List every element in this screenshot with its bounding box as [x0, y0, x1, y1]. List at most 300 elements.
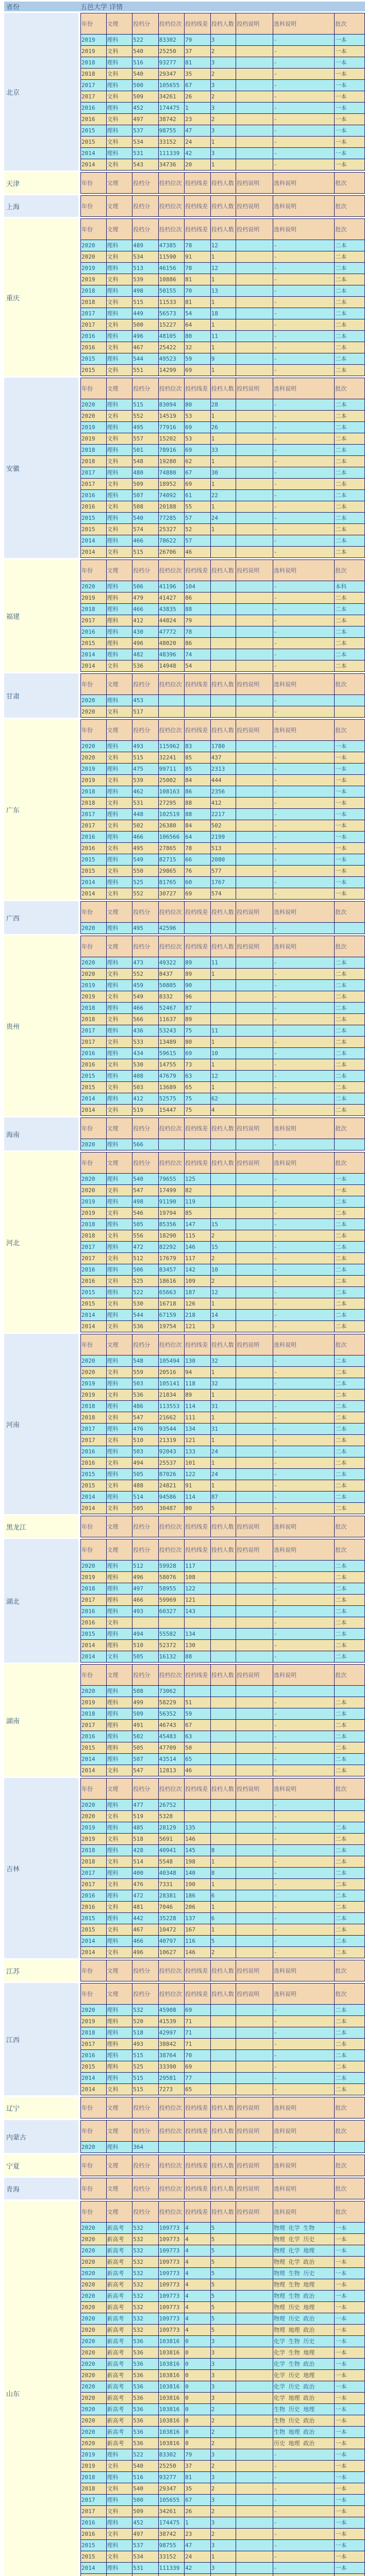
table-cell [210, 1800, 236, 1811]
table-cell: 新高考 [106, 2347, 132, 2359]
column-header: 投档人数 [210, 1153, 236, 1174]
table-cell: 10627 [158, 1947, 185, 1958]
table-cell: 53243 [158, 1025, 185, 1037]
table-cell: 1 [210, 1435, 236, 1446]
table-cell [236, 1367, 273, 1378]
table-cell: - [273, 1367, 335, 1378]
table-cell: 476 [132, 1879, 159, 1890]
table-cell: 一本 [335, 2529, 365, 2540]
table-cell: 65 [185, 1082, 211, 1093]
table-cell: 文科 [106, 2483, 132, 2495]
province-name: 天津 [4, 172, 78, 194]
table-cell: 理科 [106, 1708, 132, 1720]
table-cell: 518 [132, 1834, 159, 1845]
table-cell: 历史 地理 政治 [273, 2438, 335, 2449]
table-cell: 理科 [106, 809, 132, 820]
table-cell: 文科 [106, 297, 132, 308]
table-cell: 37 [185, 2461, 211, 2472]
table-cell: 理科 [106, 1264, 132, 1276]
table-cell: 130 [185, 1640, 211, 1651]
table-cell [210, 1754, 236, 1765]
column-header: 选科说明 [273, 1665, 335, 1686]
table-cell: 2019 [81, 1822, 107, 1834]
table-cell: 517 [132, 706, 159, 718]
table-cell: 2015 [81, 1469, 107, 1480]
table-cell: 二本 [335, 1458, 365, 1469]
table-cell [236, 2563, 273, 2574]
table-row [81, 638, 365, 649]
table-cell: 一本 [335, 775, 365, 786]
table-cell: - [273, 69, 335, 80]
table-cell: 一本 [335, 2381, 365, 2393]
table-cell: 30487 [158, 1503, 185, 1514]
score-table [80, 1117, 365, 1150]
table-cell: - [273, 1800, 335, 1811]
table-row [81, 1572, 365, 1583]
table-cell: 566 [132, 1139, 159, 1150]
table-row [81, 1651, 365, 1663]
table-cell: 一本 [335, 866, 365, 877]
table-cell: 理科 [106, 2540, 132, 2551]
table-cell: 2016 [81, 1617, 107, 1629]
table-cell: 71 [185, 2039, 211, 2050]
table-row [81, 2359, 365, 2370]
table-cell: 85 [185, 752, 211, 764]
table-cell: 理科 [106, 308, 132, 319]
province-name: 河南 [4, 1334, 78, 1514]
table-cell: 文科 [106, 159, 132, 171]
table-cell: 494 [132, 1458, 159, 1469]
column-header: 投档分 [132, 2155, 159, 2176]
table-cell: 理科 [106, 1423, 132, 1435]
column-header: 年份 [81, 1153, 107, 1174]
column-header: 文理 [106, 902, 132, 923]
table-cell [236, 1583, 273, 1595]
column-header: 投档线差 [185, 2155, 211, 2176]
table-cell: 519 [132, 1811, 159, 1822]
table-cell: 2018 [81, 2472, 107, 2483]
column-header: 投档说明 [236, 2155, 273, 2176]
table-cell [236, 957, 273, 969]
table-row [81, 547, 365, 558]
table-cell: - [273, 2461, 335, 2472]
table-cell [236, 263, 273, 274]
table-cell [236, 1423, 273, 1435]
table-cell: 546 [132, 1208, 159, 1219]
province-name: 吉林 [4, 1778, 78, 1958]
table-cell: 98755 [158, 2540, 185, 2551]
table-cell: 1 [210, 1924, 236, 1936]
table-cell: 4 [185, 2291, 211, 2302]
column-header: 投档人数 [210, 1984, 236, 2005]
column-header: 投档说明 [236, 1960, 273, 1981]
table-cell: 472 [132, 1890, 159, 1902]
table-cell: 114 [185, 1492, 211, 1503]
table-cell: 86 [185, 592, 211, 604]
table-cell: - [273, 660, 335, 672]
column-header: 选科说明 [273, 1960, 335, 1981]
table-cell: 552 [132, 411, 159, 422]
table-cell: 103816 [158, 2370, 185, 2381]
table-cell: 2 [210, 46, 236, 57]
table-cell [210, 2142, 236, 2153]
table-row [81, 2234, 365, 2245]
table-cell: 74 [185, 649, 211, 660]
province-detail [78, 1516, 365, 1537]
table-row [81, 365, 365, 376]
table-cell [236, 969, 273, 980]
table-cell: 理科 [106, 1697, 132, 1708]
table-cell: 新高考 [106, 2370, 132, 2381]
table-cell: 2015 [81, 1629, 107, 1640]
column-header: 批次 [335, 674, 365, 695]
table-cell: 一本 [335, 2347, 365, 2359]
table-row [81, 2427, 365, 2438]
table-cell: 一本 [335, 798, 365, 809]
table-cell: - [273, 832, 335, 843]
table-cell: 1 [210, 159, 236, 171]
score-table [80, 1152, 365, 1332]
column-header: 投档人数 [210, 720, 236, 741]
table-cell: - [273, 1868, 335, 1879]
column-header: 投档说明 [236, 2178, 273, 2199]
table-row [81, 80, 365, 91]
table-row [81, 1947, 365, 1958]
table-row [81, 2050, 365, 2061]
table-cell: 一本 [335, 2359, 365, 2370]
table-cell [236, 2234, 273, 2245]
table-cell: 11 [210, 331, 236, 342]
table-cell: 510 [132, 1640, 159, 1651]
table-cell: 文科 [106, 1834, 132, 1845]
table-row [81, 2551, 365, 2563]
table-cell: 2019 [81, 775, 107, 786]
table-cell: 2016 [81, 1731, 107, 1742]
table-cell: 94586 [158, 1492, 185, 1503]
table-cell: 548 [132, 456, 159, 467]
table-cell: 2016 [81, 2517, 107, 2529]
table-cell: 2020 [81, 2404, 107, 2415]
table-cell: 新高考 [106, 2359, 132, 2370]
table-cell: - [273, 1936, 335, 1947]
table-cell: 48020 [158, 638, 185, 649]
table-cell: - [273, 2449, 335, 2461]
table-cell: 新高考 [106, 2279, 132, 2291]
table-row [81, 2313, 365, 2325]
table-cell: 52372 [158, 1640, 185, 1651]
table-cell: 二本 [335, 1071, 365, 1082]
table-cell: 2014 [81, 535, 107, 547]
table-cell: 40348 [158, 1868, 185, 1879]
table-cell: 80 [185, 1503, 211, 1514]
table-cell: 二本 [335, 626, 365, 638]
table-cell: 479 [132, 592, 159, 604]
table-cell: 二本 [335, 1492, 365, 1503]
table-cell: 文科 [106, 274, 132, 285]
table-cell: 2014 [81, 1754, 107, 1765]
table-cell: 1 [210, 456, 236, 467]
table-cell [236, 1105, 273, 1116]
column-header: 投档人数 [210, 2201, 236, 2223]
table-cell [236, 103, 273, 114]
table-cell: 一本 [335, 2449, 365, 2461]
table-cell: - [273, 706, 335, 718]
table-cell: 二本 [335, 411, 365, 422]
table-cell: 533 [132, 1037, 159, 1048]
column-header: 投档分 [132, 674, 159, 695]
table-cell: 31 [210, 1401, 236, 1412]
table-row [81, 1208, 365, 1219]
table-cell [236, 1936, 273, 1947]
table-row [81, 2223, 365, 2234]
table-cell: 二本 [335, 1048, 365, 1059]
table-cell: 62 [185, 456, 211, 467]
table-cell [158, 1139, 185, 1150]
table-row [81, 1595, 365, 1606]
column-header: 文理 [106, 2097, 132, 2119]
table-cell: 2014 [81, 2563, 107, 2574]
table-cell: - [273, 1139, 335, 1150]
table-cell: 文科 [106, 365, 132, 376]
table-cell [236, 1059, 273, 1071]
table-cell: 525 [132, 1276, 159, 1287]
column-header: 投档线差 [185, 1960, 211, 1981]
table-cell: 0 [185, 2370, 211, 2381]
table-row [81, 2325, 365, 2336]
table-cell: 103816 [158, 2381, 185, 2393]
column-header: 投档说明 [236, 2201, 273, 2223]
table-cell: 103816 [158, 2427, 185, 2438]
column-header: 文理 [106, 173, 132, 194]
score-table [80, 1539, 365, 1663]
table-cell [236, 1048, 273, 1059]
column-header: 投档位次 [158, 2201, 185, 2223]
table-cell [236, 1014, 273, 1025]
table-cell: 80 [185, 399, 211, 411]
table-cell: 34261 [158, 91, 185, 103]
table-cell [236, 2495, 273, 2506]
table-row [81, 1503, 365, 1514]
table-row [81, 1014, 365, 1025]
table-cell: 新高考 [106, 2325, 132, 2336]
province-block [4, 172, 365, 194]
table-cell [236, 1446, 273, 1458]
table-cell [236, 2472, 273, 2483]
table-cell: - [273, 786, 335, 798]
table-cell: 466 [132, 1595, 159, 1606]
table-cell: 30727 [158, 888, 185, 900]
table-cell: 2016 [81, 1276, 107, 1287]
table-cell: 2217 [210, 809, 236, 820]
table-cell [236, 399, 273, 411]
table-row [81, 1765, 365, 1776]
table-cell: 1 [210, 342, 236, 353]
table-cell [210, 1583, 236, 1595]
column-header: 选科说明 [273, 1153, 335, 1174]
table-cell: 二本 [335, 1629, 365, 1640]
table-cell: 3 [210, 2359, 236, 2370]
column-header: 投档人数 [210, 902, 236, 923]
table-cell [236, 159, 273, 171]
table-cell: 2020 [81, 741, 107, 752]
table-cell: 文科 [106, 1105, 132, 1116]
table-cell: 2017 [81, 2506, 107, 2517]
column-header: 投档线差 [185, 2178, 211, 2199]
table-cell: 1 [210, 1059, 236, 1071]
table-cell: 78 [185, 843, 211, 854]
table-cell: 4 [185, 2325, 211, 2336]
table-cell: 480 [132, 467, 159, 479]
table-cell: 48105 [158, 331, 185, 342]
table-cell: 10886 [158, 274, 185, 285]
table-cell: 0 [185, 2381, 211, 2393]
table-cell: 理科 [106, 2495, 132, 2506]
table-cell [236, 2461, 273, 2472]
table-cell: 566 [132, 1014, 159, 1025]
table-cell: 73 [185, 1059, 211, 1071]
table-cell: 32 [210, 1378, 236, 1389]
table-cell: 520 [132, 2016, 159, 2027]
column-header: 投档人数 [210, 2155, 236, 2176]
table-cell: 1 [210, 251, 236, 263]
table-cell [81, 2574, 107, 2576]
table-cell: 理科 [106, 786, 132, 798]
table-cell: - [273, 615, 335, 626]
column-header: 文理 [106, 378, 132, 399]
table-cell: 2020 [81, 923, 107, 934]
table-cell [236, 251, 273, 263]
column-header: 文理 [106, 674, 132, 695]
table-cell: 1 [210, 1480, 236, 1492]
table-cell: 2014 [81, 1651, 107, 1663]
table-cell: 理科 [106, 1583, 132, 1595]
table-row [81, 1401, 365, 1412]
table-cell [236, 1856, 273, 1868]
table-row [81, 1174, 365, 1185]
table-cell: 理科 [106, 1071, 132, 1082]
table-cell: 理科 [106, 353, 132, 365]
table-row [81, 524, 365, 535]
table-cell: 0 [185, 2438, 211, 2449]
table-cell [236, 775, 273, 786]
table-cell: 理科 [106, 1800, 132, 1811]
table-cell: 2015 [81, 137, 107, 148]
table-cell: 新高考 [106, 2381, 132, 2393]
table-cell: 2018 [81, 1230, 107, 1242]
table-cell [236, 1264, 273, 1276]
table-cell: - [273, 103, 335, 114]
column-header: 选科说明 [273, 2097, 335, 2119]
table-cell [236, 501, 273, 513]
table-cell [236, 1742, 273, 1754]
column-header: 批次 [335, 1960, 365, 1981]
province-name: 广东 [4, 719, 78, 900]
table-cell: 3 [210, 2370, 236, 2381]
table-cell: 文科 [106, 1458, 132, 1469]
column-header: 投档人数 [210, 1516, 236, 1537]
table-cell: 14 [210, 1310, 236, 1321]
table-cell: 452 [132, 103, 159, 114]
table-cell: 500 [132, 319, 159, 331]
table-cell: 一本 [335, 2268, 365, 2279]
column-header: 年份 [81, 1984, 107, 2005]
column-header: 选科说明 [273, 378, 335, 399]
table-cell: 一本 [335, 809, 365, 820]
column-header: 投档位次 [158, 1960, 185, 1981]
table-cell: 二本 [335, 1708, 365, 1720]
table-cell [236, 695, 273, 706]
table-cell: 2014 [81, 649, 107, 660]
column-header: 年份 [81, 1960, 107, 1981]
table-cell [236, 308, 273, 319]
column-header: 投档人数 [210, 1960, 236, 1981]
table-cell: 536 [132, 1389, 159, 1401]
table-cell: 2014 [81, 1093, 107, 1105]
table-cell [236, 1310, 273, 1321]
table-cell: 109773 [158, 2325, 185, 2336]
table-cell: - [273, 626, 335, 638]
table-cell: - [273, 1651, 335, 1663]
table-row [81, 660, 365, 672]
table-cell [106, 2574, 132, 2576]
table-cell: 117 [185, 1253, 211, 1264]
table-cell: 新高考 [106, 2313, 132, 2325]
table-row [81, 535, 365, 547]
table-cell: 2019 [81, 1378, 107, 1389]
column-header: 文理 [106, 1539, 132, 1561]
table-cell: - [273, 319, 335, 331]
table-cell [236, 1811, 273, 1822]
table-cell: - [273, 308, 335, 319]
table-cell: - [273, 1731, 335, 1742]
province-block [4, 936, 365, 1116]
table-cell: 理科 [106, 1913, 132, 1924]
table-cell [236, 1037, 273, 1048]
table-row [81, 1139, 365, 1150]
column-header: 投档位次 [158, 1778, 185, 1800]
column-header: 投档说明 [236, 1665, 273, 1686]
table-cell: 509 [132, 2506, 159, 2517]
province-detail [78, 1664, 365, 1776]
table-cell: 2019 [81, 592, 107, 604]
column-header: 选科说明 [273, 560, 335, 581]
table-cell: - [273, 1059, 335, 1071]
table-row [81, 148, 365, 159]
table-cell: 66 [185, 854, 211, 866]
province-column-header: 省份 [4, 2, 78, 11]
table-cell: 52575 [158, 1093, 185, 1105]
table-cell: - [273, 159, 335, 171]
table-row [81, 866, 365, 877]
table-cell [236, 638, 273, 649]
column-header: 批次 [335, 936, 365, 957]
table-cell: 文科 [106, 479, 132, 490]
table-cell: 二本 [335, 980, 365, 991]
table-cell: 111 [185, 1412, 211, 1423]
table-cell: 106566 [158, 832, 185, 843]
table-cell: 24 [185, 2551, 211, 2563]
table-cell [185, 1811, 211, 1822]
table-cell: - [273, 843, 335, 854]
table-cell: 文科 [106, 456, 132, 467]
column-header-row [81, 674, 365, 695]
table-cell: 41539 [158, 2016, 185, 2027]
table-cell: 142 [185, 1264, 211, 1276]
province-block [4, 901, 365, 934]
province-detail [78, 1117, 365, 1150]
table-cell: - [273, 1686, 335, 1697]
table-cell [185, 695, 211, 706]
